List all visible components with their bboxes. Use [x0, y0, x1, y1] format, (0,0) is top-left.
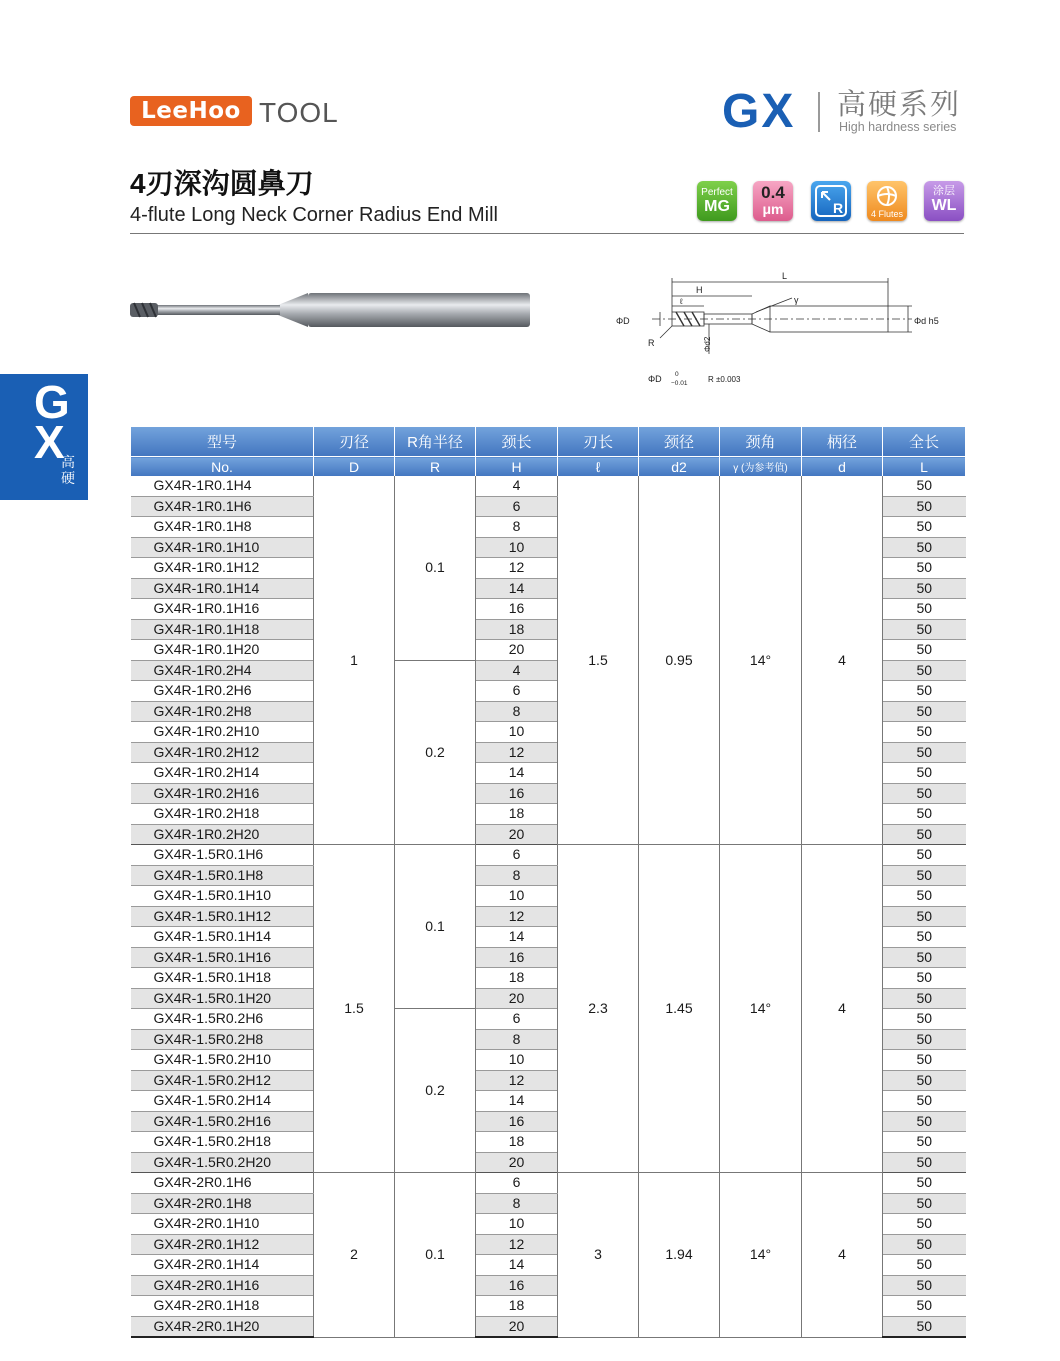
table-cell: 16: [476, 599, 558, 620]
table-cell: 18: [476, 1132, 558, 1153]
merged-cell: 4: [802, 476, 883, 845]
corner-radius-badge-icon: [811, 181, 851, 221]
table-cell: 12: [476, 906, 558, 927]
merged-cell: 0.1: [395, 845, 476, 1009]
flute-cross-section-icon: [875, 184, 899, 208]
column-header-en: D: [314, 457, 395, 477]
column-header-en: R: [395, 457, 476, 477]
model-cell: GX4R-1.5R0.1H6: [131, 845, 314, 866]
series-side-tab: [0, 374, 88, 500]
dim-l-label: L: [782, 271, 788, 281]
merged-cell: 2: [314, 1173, 395, 1338]
badge-main-text: R: [833, 200, 844, 216]
table-cell: 50: [883, 1234, 966, 1255]
table-cell: 50: [883, 783, 966, 804]
title-divider: [130, 233, 964, 234]
corner-radius-arrow-icon: [811, 181, 851, 221]
merged-cell: 2.3: [558, 845, 639, 1173]
column-header-cn: 刃径: [314, 427, 395, 457]
table-cell: 18: [476, 1296, 558, 1317]
model-cell: GX4R-1.5R0.2H12: [131, 1070, 314, 1091]
table-cell: 50: [883, 1009, 966, 1030]
model-cell: GX4R-1R0.1H16: [131, 599, 314, 620]
table-cell: 50: [883, 496, 966, 517]
table-cell: 50: [883, 599, 966, 620]
model-cell: GX4R-2R0.1H8: [131, 1193, 314, 1214]
model-cell: GX4R-1R0.2H6: [131, 681, 314, 702]
table-cell: 14: [476, 927, 558, 948]
column-header-cn: R角半径: [395, 427, 476, 457]
series-divider: [818, 92, 820, 132]
model-cell: GX4R-1R0.1H18: [131, 619, 314, 640]
badge-main-text: 4 Flutes: [870, 209, 903, 219]
coating-badge-icon: [924, 181, 964, 221]
side-tab-label: 高硬: [61, 454, 75, 486]
model-cell: GX4R-1.5R0.1H10: [131, 886, 314, 907]
table-cell: 50: [883, 804, 966, 825]
model-cell: GX4R-2R0.1H6: [131, 1173, 314, 1194]
table-cell: 50: [883, 660, 966, 681]
table-cell: 50: [883, 1255, 966, 1276]
merged-cell: 0.2: [395, 660, 476, 845]
badge-main-text: WL: [931, 197, 957, 214]
table-cell: 50: [883, 1275, 966, 1296]
model-cell: GX4R-1.5R0.1H20: [131, 988, 314, 1009]
table-cell: 50: [883, 558, 966, 579]
dim-shank-label: Φd h5: [914, 316, 939, 326]
model-cell: GX4R-1R0.2H16: [131, 783, 314, 804]
product-title-en: 4-flute Long Neck Corner Radius End Mill: [130, 204, 498, 226]
table-cell: 14: [476, 1255, 558, 1276]
badge-top-text: 涂层: [933, 185, 955, 197]
model-cell: GX4R-1R0.2H10: [131, 722, 314, 743]
table-cell: 4: [476, 660, 558, 681]
dim-h-label: H: [696, 285, 703, 295]
table-cell: 10: [476, 1050, 558, 1071]
table-cell: 50: [883, 1029, 966, 1050]
brand-tool-text: TOOL: [259, 97, 339, 128]
product-title-cn: 4刃深沟圆鼻刀: [130, 168, 314, 199]
tolerance-r-label: R ±0.003: [708, 375, 741, 384]
table-cell: 50: [883, 722, 966, 743]
table-cell: 14: [476, 578, 558, 599]
model-cell: GX4R-1R0.2H20: [131, 824, 314, 845]
merged-cell: 3: [558, 1173, 639, 1338]
tolerance-d-label: ΦD: [648, 374, 662, 384]
table-cell: 50: [883, 865, 966, 886]
tolerance-d-lower: −0.01: [671, 380, 688, 387]
table-cell: 16: [476, 783, 558, 804]
table-cell: 50: [883, 578, 966, 599]
model-cell: GX4R-1R0.2H14: [131, 763, 314, 784]
dim-gamma-label: γ: [794, 295, 799, 305]
table-cell: 14: [476, 1091, 558, 1112]
merged-cell: 1.94: [639, 1173, 720, 1338]
column-header-cn: 颈径: [639, 427, 720, 457]
table-cell: 50: [883, 1296, 966, 1317]
merged-cell: 14°: [720, 476, 802, 845]
model-cell: GX4R-1.5R0.1H14: [131, 927, 314, 948]
model-cell: GX4R-1.5R0.1H12: [131, 906, 314, 927]
model-cell: GX4R-1.5R0.2H10: [131, 1050, 314, 1071]
table-cell: 6: [476, 1173, 558, 1194]
model-cell: GX4R-1R0.2H4: [131, 660, 314, 681]
column-header-en: L: [883, 457, 966, 477]
column-header-cn: 颈长: [476, 427, 558, 457]
table-cell: 18: [476, 804, 558, 825]
merged-cell: 0.2: [395, 1009, 476, 1173]
table-cell: 18: [476, 619, 558, 640]
table-cell: 8: [476, 865, 558, 886]
tolerance-d-upper: 0: [675, 371, 679, 378]
table-cell: 12: [476, 558, 558, 579]
table-cell: 10: [476, 722, 558, 743]
table-cell: 10: [476, 537, 558, 558]
model-cell: GX4R-1R0.1H8: [131, 517, 314, 538]
table-cell: 50: [883, 947, 966, 968]
table-cell: 20: [476, 1316, 558, 1337]
table-cell: 8: [476, 1029, 558, 1050]
model-cell: GX4R-1.5R0.2H20: [131, 1152, 314, 1173]
series-code: GX: [722, 85, 796, 138]
table-row: [131, 845, 966, 866]
table-cell: 18: [476, 968, 558, 989]
merged-cell: 1.5: [558, 476, 639, 845]
model-cell: GX4R-2R0.1H16: [131, 1275, 314, 1296]
model-cell: GX4R-1R0.1H12: [131, 558, 314, 579]
model-cell: GX4R-2R0.1H10: [131, 1214, 314, 1235]
table-cell: 12: [476, 1070, 558, 1091]
four-flutes-badge-icon: [867, 181, 907, 221]
badge-top-text: Perfect: [701, 187, 733, 198]
model-cell: GX4R-1.5R0.2H8: [131, 1029, 314, 1050]
merged-cell: 14°: [720, 845, 802, 1173]
merged-cell: 1.5: [314, 845, 395, 1173]
table-cell: 8: [476, 701, 558, 722]
table-cell: 50: [883, 1152, 966, 1173]
table-cell: 50: [883, 824, 966, 845]
model-cell: GX4R-1.5R0.1H8: [131, 865, 314, 886]
table-cell: 16: [476, 1275, 558, 1296]
model-cell: GX4R-1R0.1H6: [131, 496, 314, 517]
brand-logo: LeeHoo: [130, 96, 252, 126]
model-cell: GX4R-1.5R0.1H16: [131, 947, 314, 968]
badge-main-text: μm: [762, 201, 784, 217]
table-cell: 50: [883, 681, 966, 702]
table-cell: 20: [476, 640, 558, 661]
model-cell: GX4R-1R0.1H10: [131, 537, 314, 558]
table-cell: 12: [476, 742, 558, 763]
model-cell: GX4R-2R0.1H12: [131, 1234, 314, 1255]
table-cell: 50: [883, 763, 966, 784]
table-cell: 50: [883, 476, 966, 496]
dimension-drawing: [612, 268, 952, 388]
table-cell: 50: [883, 1316, 966, 1337]
table-cell: 10: [476, 1214, 558, 1235]
merged-cell: 0.95: [639, 476, 720, 845]
merged-cell: 4: [802, 1173, 883, 1338]
table-cell: 50: [883, 1132, 966, 1153]
header-row-en: [131, 457, 966, 477]
model-cell: GX4R-1.5R0.2H6: [131, 1009, 314, 1030]
model-cell: GX4R-2R0.1H18: [131, 1296, 314, 1317]
table-cell: 50: [883, 1050, 966, 1071]
table-row: [131, 1173, 966, 1194]
dim-phi-d-label: ΦD: [616, 316, 630, 326]
column-header-cn: 颈角: [720, 427, 802, 457]
dim-flute-length-label: ℓ: [680, 297, 683, 306]
table-cell: 50: [883, 742, 966, 763]
column-header-cn: 柄径: [802, 427, 883, 457]
table-cell: 4: [476, 476, 558, 496]
surface-roughness-badge-icon: [753, 181, 793, 221]
column-header-en: γ (为参考值): [720, 457, 802, 477]
table-cell: 50: [883, 1111, 966, 1132]
model-cell: GX4R-1R0.2H18: [131, 804, 314, 825]
model-cell: GX4R-1R0.1H14: [131, 578, 314, 599]
table-cell: 6: [476, 681, 558, 702]
table-cell: 50: [883, 927, 966, 948]
table-cell: 12: [476, 1234, 558, 1255]
spec-table: [130, 427, 966, 1338]
model-cell: GX4R-1.5R0.2H18: [131, 1132, 314, 1153]
table-cell: 14: [476, 763, 558, 784]
table-cell: 50: [883, 517, 966, 538]
side-tab-letter-x: X: [34, 416, 65, 468]
table-cell: 50: [883, 845, 966, 866]
model-cell: GX4R-2R0.1H20: [131, 1316, 314, 1337]
table-row: [131, 476, 966, 496]
column-header-cn: 刃长: [558, 427, 639, 457]
table-cell: 50: [883, 1173, 966, 1194]
table-cell: 50: [883, 988, 966, 1009]
column-header-en: ℓ: [558, 457, 639, 477]
table-cell: 6: [476, 496, 558, 517]
model-cell: GX4R-1R0.2H12: [131, 742, 314, 763]
header-row-cn: [131, 427, 966, 457]
side-tab-letter-g: G: [34, 376, 70, 428]
end-mill-photo: [128, 287, 532, 335]
model-cell: GX4R-1.5R0.2H14: [131, 1091, 314, 1112]
table-cell: 50: [883, 1091, 966, 1112]
merged-cell: 14°: [720, 1173, 802, 1338]
table-cell: 8: [476, 1193, 558, 1214]
table-cell: 50: [883, 968, 966, 989]
table-cell: 8: [476, 517, 558, 538]
table-cell: 6: [476, 1009, 558, 1030]
series-name-cn: 高硬系列: [837, 89, 962, 121]
table-cell: 50: [883, 906, 966, 927]
column-header-en: No.: [131, 457, 314, 477]
spec-table-body: [131, 476, 966, 1337]
table-cell: 50: [883, 1070, 966, 1091]
table-cell: 6: [476, 845, 558, 866]
column-header-cn: 全长: [883, 427, 966, 457]
model-cell: GX4R-1.5R0.1H18: [131, 968, 314, 989]
table-cell: 20: [476, 988, 558, 1009]
dim-r-label: R: [648, 338, 655, 348]
model-cell: GX4R-1R0.1H4: [131, 476, 314, 496]
badge-top-text: 0.4: [761, 183, 785, 202]
table-cell: 50: [883, 619, 966, 640]
merged-cell: 0.1: [395, 1173, 476, 1338]
model-cell: GX4R-1.5R0.2H16: [131, 1111, 314, 1132]
model-cell: GX4R-1R0.1H20: [131, 640, 314, 661]
table-cell: 50: [883, 1193, 966, 1214]
column-header-en: H: [476, 457, 558, 477]
table-cell: 50: [883, 640, 966, 661]
merged-cell: 1: [314, 476, 395, 845]
merged-cell: 1.45: [639, 845, 720, 1173]
series-name-en: High hardness series: [839, 120, 957, 134]
perfect-mg-badge-icon: [697, 181, 737, 221]
model-cell: GX4R-1R0.2H8: [131, 701, 314, 722]
badge-main-text: MG: [704, 198, 730, 215]
merged-cell: 4: [802, 845, 883, 1173]
table-cell: 16: [476, 947, 558, 968]
dim-d2-label: Φd2: [703, 336, 712, 352]
merged-cell: 0.1: [395, 476, 476, 660]
column-header-cn: 型号: [131, 427, 314, 457]
model-cell: GX4R-2R0.1H14: [131, 1255, 314, 1276]
table-cell: 50: [883, 537, 966, 558]
table-cell: 10: [476, 886, 558, 907]
table-cell: 16: [476, 1111, 558, 1132]
table-cell: 50: [883, 886, 966, 907]
table-cell: 20: [476, 1152, 558, 1173]
table-cell: 50: [883, 1214, 966, 1235]
table-cell: 50: [883, 701, 966, 722]
column-header-en: d: [802, 457, 883, 477]
table-cell: 20: [476, 824, 558, 845]
column-header-en: d2: [639, 457, 720, 477]
